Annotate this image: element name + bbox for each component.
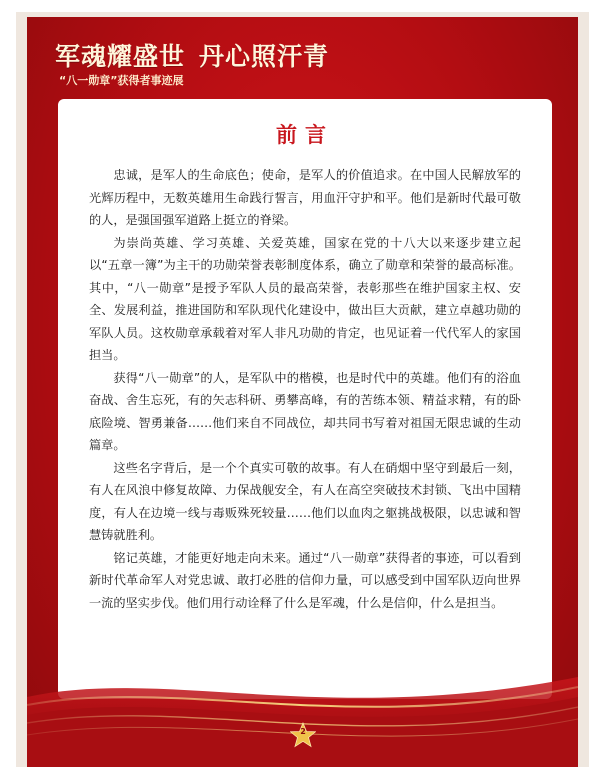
article-body <box>89 164 521 614</box>
article-heading: 前言 <box>276 123 334 147</box>
banner-subtitle: “八一勋章”获得者事迹展 <box>59 74 184 87</box>
article-sheet <box>58 99 552 699</box>
decorative-wave-footer <box>27 657 578 767</box>
poster <box>27 17 578 767</box>
banner-title-part1: 军魂耀盛世 <box>55 42 186 71</box>
page-number: 2 <box>300 727 306 736</box>
paragraph: 铭记英雄，才能更好地走向未来。通过“八一勋章”获得者的事迹，可以看到新时代革命军人对党忠诚、敢打必胜的信仰力量，可以感受到中国军队迈向世界一流的坚实步伐。他们用行动诠释了什么是军魂，什么是信仰，什么是担当。 <box>89 550 521 610</box>
banner-title <box>55 37 329 73</box>
paragraph: 获得“八一勋章”的人，是军队中的楷模，也是时代中的英雄。他们有的浴血奋战、舍生忘死，有的矢志科研、勇攀高峰，有的苦练本领、精益求精，有的卧底险境、智勇兼备……他们来自不同战位，却共同书写着对祖国无限忠诚的生动篇章。 <box>89 370 521 452</box>
paragraph: 为崇尚英雄、学习英雄、关爱英雄，国家在党的十八大以来逐步建立起以“五章一簿”为主干的功勋荣誉表彰制度体系，确立了勋章和荣誉的最高标准。其中，“八一勋章”是授予军队人员的最高荣誉，表彰那些在维护国家主权、安全、发展利益，推进国防和军队现代化建设中，做出巨大贡献，建立卓越功勋的军队人员。这枚勋章承载着对军人非凡功勋的肯定，也见证着一代代军人的家国担当。 <box>89 235 521 362</box>
banner-title-part2: 丹心照汗青 <box>199 42 330 71</box>
paragraph: 这些名字背后，是一个个真实可敬的故事。有人在硝烟中坚守到最后一刻，有人在风浪中修复故障、力保战舰安全，有人在高空突破技术封锁、飞出中国精度，有人在边境一线与毒贩殊死较量……他们以血肉之躯挑战极限，以忠诚和智慧铸就胜利。 <box>89 460 521 542</box>
paragraph: 忠诚，是军人的生命底色；使命，是军人的价值追求。在中国人民解放军的光辉历程中，无数英雄用生命践行誓言，用血汗守护和平。他们是新时代最可敬的人，是强国强军道路上挺立的脊梁。 <box>89 168 521 227</box>
